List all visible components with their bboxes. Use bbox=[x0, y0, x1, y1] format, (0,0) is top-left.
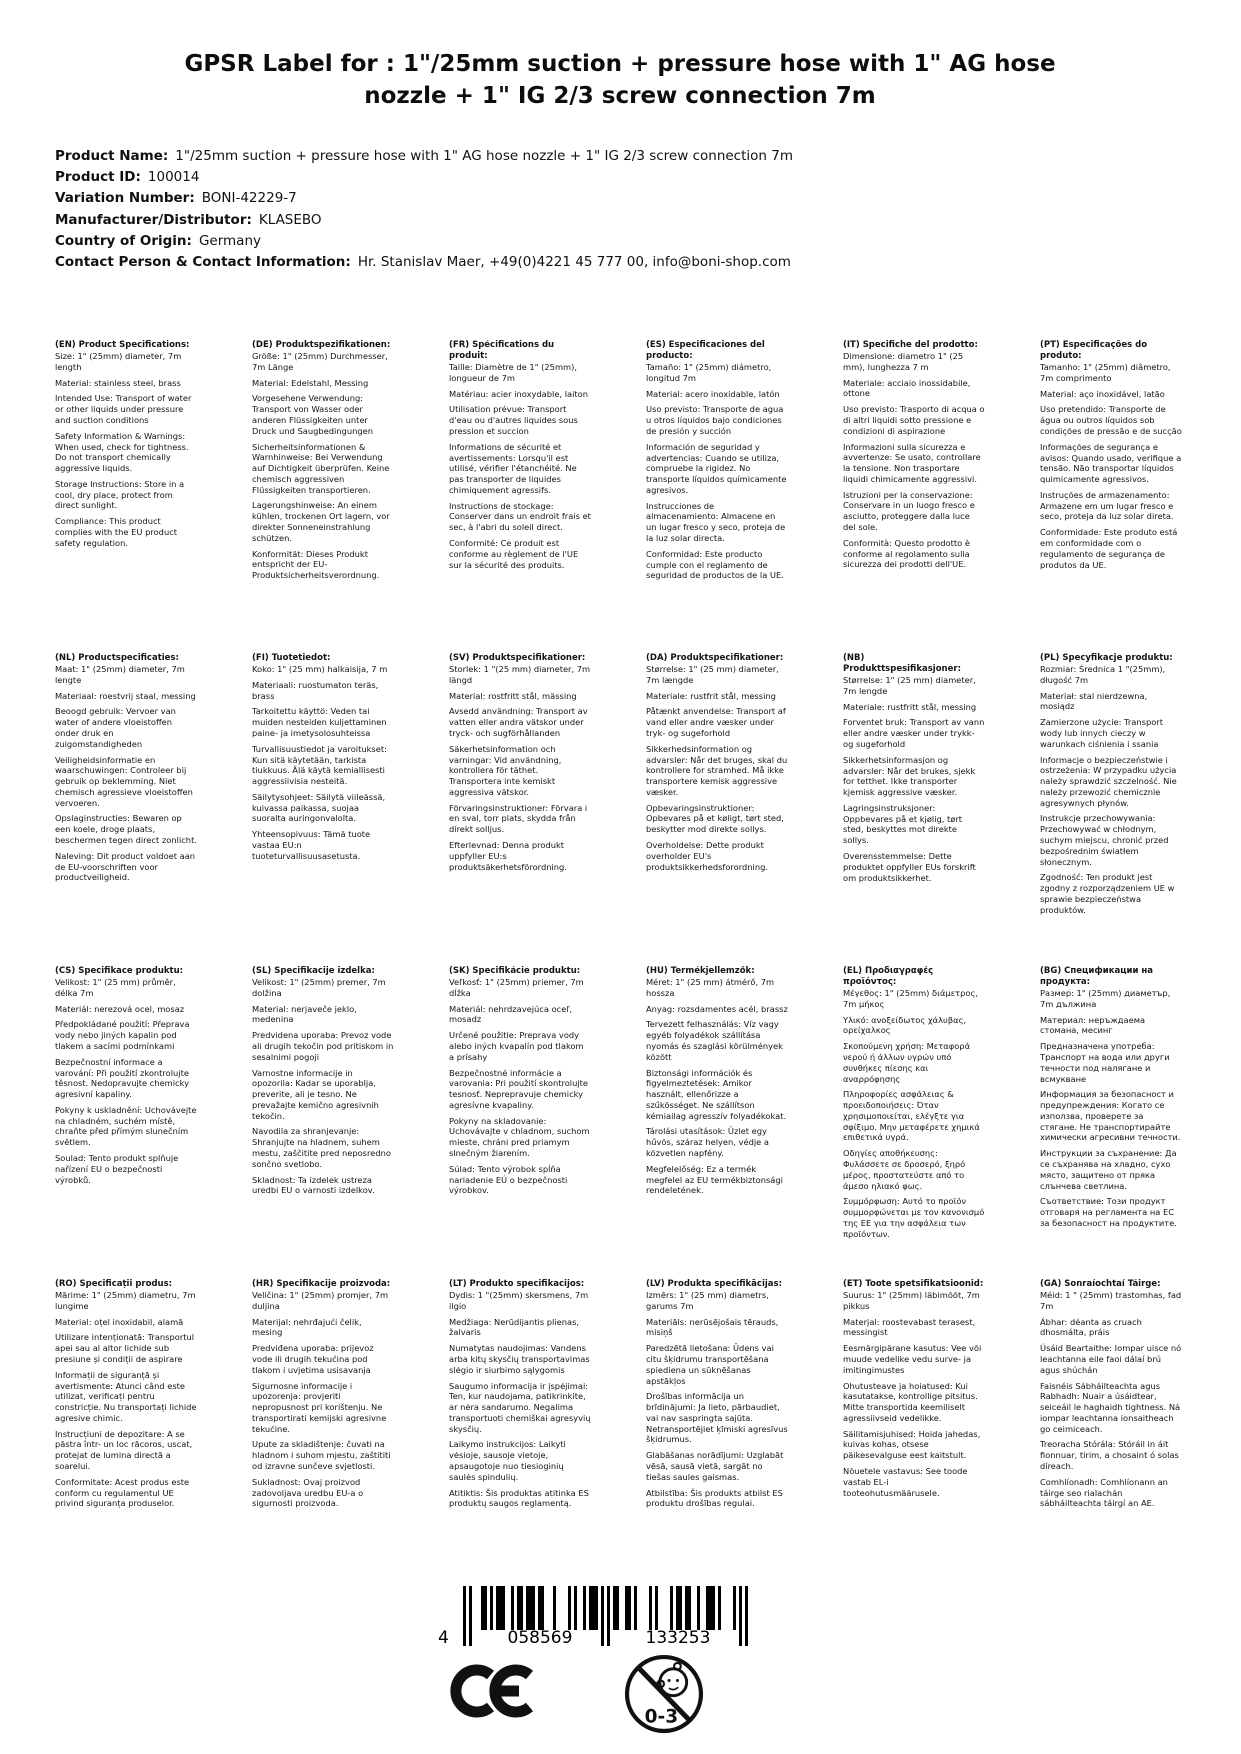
spec-paragraph: Laikymo instrukcijos: Laikyti vėsioje, sausoje vietoje, apsaugotoje nuo tiesioginių saulės spindulių. bbox=[449, 1439, 566, 1482]
spec-paragraph: Materiál: nehrdzavejúca oceľ, mosadz bbox=[449, 1003, 573, 1025]
language-block-cs bbox=[55, 966, 197, 1279]
spec-paragraph: Bezpečnostní informace a varování: Při použití zkontrolujte těsnost. Nedopravujte chemicky agresivní kapaliny. bbox=[55, 1056, 190, 1100]
spec-paragraph: Μέγεθος: 1" (25mm) διάμετρος, 7m μήκος bbox=[843, 988, 979, 1009]
product-field-contact bbox=[55, 252, 793, 273]
language-block-title: (EL) Προδιαγραφές προϊόντος: bbox=[843, 966, 934, 988]
spec-paragraph: Anyag: rozsdamentes acél, brassz bbox=[646, 1003, 788, 1014]
spec-paragraph: Conformitate: Acest produs este conform cu regulamentul UE privind siguranța produselor. bbox=[55, 1476, 190, 1509]
language-grid bbox=[55, 340, 1230, 1592]
language-block-title: (CS) Specifikace produktu: bbox=[55, 966, 184, 976]
spec-paragraph: Avsedd användning: Transport av vatten eller andra vätskor under tryck- och sugförhållanden bbox=[449, 706, 588, 738]
language-block-title: (EN) Product Specifications: bbox=[55, 340, 190, 350]
language-block-bg bbox=[1040, 966, 1182, 1279]
language-block-fr bbox=[449, 340, 591, 653]
spec-paragraph: Mărime: 1" (25mm) diametru, 7m lungime bbox=[55, 1290, 196, 1311]
language-block-pt bbox=[1040, 340, 1182, 653]
spec-paragraph: Uso pretendido: Transporte de água ou outros líquidos sob condições de pressão e de sucção bbox=[1040, 404, 1182, 436]
language-block-pl bbox=[1040, 653, 1182, 966]
language-block-ro bbox=[55, 1279, 197, 1592]
spec-paragraph: Safety Information & Warnings: When used, check for tightness. Do not transport chemically aggressive liquids. bbox=[55, 430, 189, 474]
spec-paragraph: Tarkoitettu käyttö: Veden tai muiden nesteiden kuljettaminen paine- ja imetysolosuhteissa bbox=[252, 706, 387, 738]
language-block-title: (LT) Produkto specifikacijos: bbox=[449, 1279, 585, 1289]
language-block-it bbox=[843, 340, 985, 653]
spec-paragraph: Predvidena uporaba: Prevoz vode ali drugih tekočin pod pritiskom in sesalnimi pogoji bbox=[252, 1030, 394, 1062]
spec-paragraph: Súlad: Tento výrobok spĺňa nariadenie EÚ o bezpečnosti výrobkov. bbox=[449, 1163, 568, 1196]
spec-paragraph: Материал: неръждаема стомана, месинг bbox=[1040, 1014, 1146, 1036]
spec-paragraph: Medžiaga: Nerūdijantis plienas, žalvaris bbox=[449, 1316, 580, 1338]
language-block-da bbox=[646, 653, 788, 966]
spec-paragraph: Glabāšanas norādījumi: Uzglabāt vēsā, sausā vietā, sargāt no tiešas saules gaismas. bbox=[646, 1450, 784, 1482]
spec-paragraph: Zamierzone użycie: Transport wody lub innych cieczy w warunkach ciśnienia i ssania bbox=[1040, 717, 1163, 749]
age-warning-icon bbox=[622, 1650, 706, 1738]
spec-paragraph: Størrelse: 1" (25 mm) diameter, 7m længde bbox=[646, 664, 779, 685]
spec-paragraph: Méret: 1" (25 mm) átmérő, 7m hossza bbox=[646, 977, 775, 998]
spec-paragraph: Méid: 1 " (25mm) trastomhas, fad 7m bbox=[1040, 1290, 1182, 1311]
spec-paragraph: Instructions de stockage: Conserver dans un endroit frais et sec, à l'abri du soleil direct. bbox=[449, 500, 591, 533]
spec-paragraph: Ábhar: déanta as cruach dhosmálta, práis bbox=[1040, 1316, 1142, 1338]
language-block-sk bbox=[449, 966, 591, 1279]
product-field-origin bbox=[55, 231, 793, 252]
language-block-sv bbox=[449, 653, 591, 966]
spec-paragraph: Utilizare intenționată: Transportul apei sau al altor lichide sub presiune și condiții de aspirare bbox=[55, 1332, 195, 1364]
language-block-nb bbox=[843, 653, 985, 966]
language-block-title: (RO) Specificații produs: bbox=[55, 1279, 173, 1289]
spec-paragraph: Tamanho: 1" (25mm) diâmetro, 7m comprimento bbox=[1040, 362, 1171, 383]
age-warning-text: 0-3 bbox=[644, 1706, 679, 1728]
spec-paragraph: Conformidad: Este producto cumple con el reglamento de seguridad de productos de la UE. bbox=[646, 548, 784, 581]
barcode-left-digits: 058569 bbox=[507, 1628, 573, 1648]
spec-paragraph: Materiale: rustfritt stål, messing bbox=[843, 701, 977, 712]
language-block-ga bbox=[1040, 1279, 1182, 1592]
spec-paragraph: Materiale: rustfrit stål, messing bbox=[646, 690, 776, 701]
spec-paragraph: Säkerhetsinformation och varningar: Vid användning, kontrollera för täthet. Transportera inte kemiskt aggressiva vätskor. bbox=[449, 743, 562, 797]
language-block-et bbox=[843, 1279, 985, 1592]
spec-paragraph: Informazioni sulla sicurezza e avvertenze: Se usato, controllare la tensione. Non trasportare liquidi chimicamente aggressivi. bbox=[843, 441, 981, 484]
spec-paragraph: Bezpečnostné informácie a varovania: Pri použití skontrolujte tesnosť. Neprepravuje chemicky agresívne kvapaliny. bbox=[449, 1067, 588, 1110]
spec-paragraph: Saugumo informacija ir įspėjimai: Ten, kur naudojama, patikrinkite, ar nėra sandarumo. Negalima transportuoti chemiškai agresyvių skysčių. bbox=[449, 1380, 591, 1434]
spec-paragraph: Tárolási utasítások: Üzlet egy hűvös, száraz helyen, védje a közvetlen napfény. bbox=[646, 1126, 769, 1158]
language-block-title: (ET) Toote spetsifikatsioonid: bbox=[843, 1279, 984, 1289]
spec-paragraph: Nõuetele vastavus: See toode vastab EL-i tooteohutusmäärusele. bbox=[843, 1465, 968, 1498]
spec-paragraph: Instruções de armazenamento: Armazene em um lugar fresco e seco, proteja da luz solar direta. bbox=[1040, 489, 1174, 522]
field-label: Country of Origin: bbox=[55, 232, 192, 249]
spec-paragraph: Megfelelőség: Ez a termék megfelel az EU termékbiztonsági rendeletének. bbox=[646, 1163, 783, 1196]
spec-paragraph: Materijal: nehrđajući čelik, mesing bbox=[252, 1316, 362, 1338]
spec-paragraph: Informații de siguranță și avertismente: Atunci când este utilizat, verificați pentru constricție. Nu transportați lichide agresive chimic. bbox=[55, 1369, 197, 1423]
spec-paragraph: Naleving: Dit product voldoet aan de EU-voorschriften voor productveiligheid. bbox=[55, 850, 196, 883]
spec-paragraph: Pokyny na skladovanie: Uchovávajte v chladnom, suchom mieste, chráni pred priamym slnečným žiarením. bbox=[449, 1115, 590, 1158]
spec-paragraph: Predviđena uporaba: prijevoz vode ili drugih tekućina pod tlakom i uvjetima usisavanja bbox=[252, 1343, 374, 1375]
spec-paragraph: Navodila za shranjevanje: Shranjujte na hladnem, suhem mestu, zaščitite pred neposredno sončno svetlobo. bbox=[252, 1126, 391, 1169]
spec-paragraph: Size: 1" (25mm) diameter, 7m length bbox=[55, 351, 182, 372]
spec-paragraph: Instrucciones de almacenamiento: Almacene en un lugar fresco y seco, proteja de la luz solar directa. bbox=[646, 500, 786, 544]
field-label: Variation Number: bbox=[55, 190, 195, 207]
spec-paragraph: Informacje o bezpieczeństwie i ostrzeżenia: W przypadku użycia należy sprawdzić szczelność. Nie należy przewozić chemicznie agresywnych płynów. bbox=[1040, 754, 1177, 808]
spec-paragraph: Υλικό: ανοξείδωτος χάλυβας, ορείχαλκος bbox=[843, 1014, 967, 1036]
field-value: 100014 bbox=[147, 169, 200, 186]
field-value: Hr. Stanislav Maer, +49(0)4221 45 777 00, info@boni-shop.com bbox=[357, 253, 791, 270]
language-block-title: (SL) Specifikacije izdelka: bbox=[252, 966, 375, 976]
language-block-en bbox=[55, 340, 197, 653]
spec-paragraph: Οδηγίες αποθήκευσης: Φυλάσσετε σε δροσερό, ξηρό μέρος, προστατεύστε από το άμεσο ηλιακό φως. bbox=[843, 1148, 966, 1191]
language-block-de bbox=[252, 340, 394, 653]
language-block-title: (IT) Specifiche del prodotto: bbox=[843, 340, 978, 350]
spec-paragraph: Sikkerhetsinformasjon og advarsler: Når det brukes, sjekk for tetthet. Ikke transporter kjemisk aggressive væsker. bbox=[843, 754, 976, 798]
field-label: Product Name: bbox=[55, 148, 169, 164]
language-block-lv bbox=[646, 1279, 788, 1592]
spec-paragraph: Faisnéis Sábháilteachta agus Rabhadh: Nuair a úsáidtear, seiceáil le haghaidh tightness. Ná iompar leachtanna ionsaitheach go ceimiceach. bbox=[1040, 1380, 1181, 1434]
spec-paragraph: Material: aço inoxidável, latão bbox=[1040, 388, 1165, 399]
spec-paragraph: Säilitamisjuhised: Hoida jahedas, kuivas kohas, otsese päikesevalguse eest kaitstult. bbox=[843, 1428, 981, 1461]
spec-paragraph: Paredzētā lietošana: Ūdens vai citu šķidrumu transportēšana spiediena un sūknēšanas apstākļos bbox=[646, 1343, 774, 1386]
spec-paragraph: Opslaginstructies: Bewaren op een koele, droge plaats, beschermen tegen direct zonlicht. bbox=[55, 813, 197, 845]
language-block-hu bbox=[646, 966, 788, 1279]
spec-paragraph: Sicherheitsinformationen & Warnhinweise: Bei Verwendung auf Dichtigkeit überprüfen. Keine chemisch aggressiven Flüssigkeiten transportieren. bbox=[252, 441, 390, 495]
spec-paragraph: Velikost: 1" (25 mm) průměr, délka 7m bbox=[55, 977, 176, 998]
product-info bbox=[55, 146, 793, 273]
spec-paragraph: Veľkosť: 1" (25mm) priemer, 7m dĺžka bbox=[449, 977, 584, 998]
spec-paragraph: Suurus: 1" (25mm) läbimõõt, 7m pikkus bbox=[843, 1290, 980, 1311]
product-field-variation bbox=[55, 188, 793, 209]
field-label: Manufacturer/Distributor: bbox=[55, 211, 252, 228]
spec-paragraph: Lagerungshinweise: An einem kühlen, trockenen Ort lagern, vor direkter Sonneneinstrahlung schützen. bbox=[252, 500, 390, 543]
spec-paragraph: Istruzioni per la conservazione: Conservare in un luogo fresco e asciutto, proteggere dalla luce del sole. bbox=[843, 489, 975, 532]
spec-paragraph: Lagringsinstruksjoner: Oppbevares på et kjølig, tørt sted, beskyttes mot direkte sollys. bbox=[843, 802, 963, 846]
spec-paragraph: Sigurnosne informacije i upozorenja: provjeriti nepropusnost pri korištenju. Ne transportirati kemijski agresivne tekućine. bbox=[252, 1380, 387, 1434]
spec-paragraph: Biztonsági információk és figyelmeztetések: Amikor használt, ellenőrizze a szűkösséget. Ne szállítson kémiailag agresszív folyadékokat. bbox=[646, 1067, 787, 1121]
product-field-id bbox=[55, 167, 793, 188]
spec-paragraph: Eesmärgipärane kasutus: Vee või muude vedelike vedu surve- ja imitingimustes bbox=[843, 1343, 982, 1375]
spec-paragraph: Pokyny k uskladnění: Uchovávejte na chladném, suchém místě, chraňte před přímým slunečním světlem. bbox=[55, 1104, 197, 1148]
spec-paragraph: Sikkerhedsinformation og advarsler: Når det bruges, skal du kontrollere for stramhed. Må ikke transportere kemisk aggressive væsker. bbox=[646, 743, 788, 797]
spec-paragraph: Materiāls: nerūsējošais tērauds, misiņš bbox=[646, 1316, 779, 1338]
spec-paragraph: Materiał: stal nierdzewna, mosiądz bbox=[1040, 690, 1148, 712]
language-block-title: (GA) Sonraíochtaí Táirge: bbox=[1040, 1279, 1161, 1289]
spec-paragraph: Treoracha Stórála: Stóráil in áit fionnuar, tirim, a chosaint ó solas díreach. bbox=[1040, 1439, 1179, 1471]
language-block-title: (PT) Especificações do produto: bbox=[1040, 340, 1148, 362]
spec-paragraph: Tervezett felhasználás: Víz vagy egyéb folyadékok szállítása nyomás és szaglási körülmények között bbox=[646, 1019, 783, 1062]
spec-paragraph: Dydis: 1 "(25mm) skersmens, 7m ilgio bbox=[449, 1290, 589, 1311]
spec-paragraph: Soulad: Tento produkt splňuje nařízení EU o bezpečnosti výrobků. bbox=[55, 1152, 179, 1185]
spec-paragraph: Veiligheidsinformatie en waarschuwingen: Controleer bij gebruik op beklemming. Niet chemisch agressieve vloeistoffen vervoeren. bbox=[55, 754, 193, 808]
spec-paragraph: Atitiktis: Šis produktas atitinka ES produktų saugos reglamentą. bbox=[449, 1487, 589, 1509]
spec-paragraph: Größe: 1" (25mm) Durchmesser, 7m Länge bbox=[252, 351, 388, 372]
language-block-title: (SK) Špecifikácie produktu: bbox=[449, 966, 581, 976]
spec-paragraph: Matériau: acier inoxydable, laiton bbox=[449, 388, 588, 399]
spec-paragraph: Koko: 1" (25 mm) halkaisija, 7 m bbox=[252, 664, 388, 675]
field-value: KLASEBO bbox=[258, 211, 322, 228]
field-value: BONI-42229-7 bbox=[201, 190, 297, 207]
spec-paragraph: Material: nerjaveče jeklo, medenina bbox=[252, 1003, 357, 1025]
spec-paragraph: Materiál: nerezová ocel, mosaz bbox=[55, 1003, 185, 1014]
spec-paragraph: Opbevaringsinstruktioner: Opbevares på et køligt, tørt sted, beskytter mod direkte sollys. bbox=[646, 802, 784, 835]
spec-paragraph: Numatytas naudojimas: Vandens arba kitų skysčių transportavimas slėgio ir siurbimo sąlygomis bbox=[449, 1343, 590, 1375]
spec-paragraph: Overholdelse: Dette produkt overholder EU's produktsikkerhedsforordning. bbox=[646, 839, 768, 872]
spec-paragraph: Предназначена употреба: Транспорт на вода или други течности под налягане и всмукване bbox=[1040, 1041, 1170, 1084]
field-label: Product ID: bbox=[55, 169, 141, 186]
spec-paragraph: Informations de sécurité et avertissements: Lorsqu'il est utilisé, vérifier l'étanchéité. Ne pas transporter de liquides chimiquement agressifs. bbox=[449, 441, 577, 495]
spec-paragraph: Overensstemmelse: Dette produktet oppfyller EUs forskrift om produktsikkerhet. bbox=[843, 851, 976, 883]
language-block-title: (HR) Specifikacije proizvoda: bbox=[252, 1279, 391, 1289]
spec-paragraph: Veličina: 1" (25mm) promjer, 7m duljina bbox=[252, 1290, 389, 1311]
spec-paragraph: Vorgesehene Verwendung: Transport von Wasser oder anderen Flüssigkeiten unter Druck und Saugbedingungen bbox=[252, 393, 373, 436]
language-block-sl bbox=[252, 966, 394, 1279]
language-block-title: (ES) Especificaciones del producto: bbox=[646, 340, 765, 362]
barcode-first-digit: 4 bbox=[438, 1628, 449, 1648]
spec-paragraph: Storage Instructions: Store in a cool, dry place, protect from direct sunlight. bbox=[55, 478, 185, 511]
language-block-title: (LV) Produkta specifikācijas: bbox=[646, 1279, 782, 1289]
spec-paragraph: Určené použitie: Preprava vody alebo iných kvapalín pod tlakom a prísahy bbox=[449, 1030, 584, 1062]
language-block-title: (NL) Productspecificaties: bbox=[55, 653, 179, 663]
spec-paragraph: Ohutusteave ja hoiatused: Kui kasutatakse, kontrollige pitsitus. Mitte transportida keemiliselt agressiivseid vedelikke. bbox=[843, 1380, 978, 1423]
language-block-title: (FR) Spécifications du produit: bbox=[449, 340, 555, 362]
spec-paragraph: Izmērs: 1" (25 mm) diametrs, garums 7m bbox=[646, 1290, 769, 1311]
spec-paragraph: Materiaal: roestvrij staal, messing bbox=[55, 690, 196, 701]
spec-paragraph: Størrelse: 1" (25 mm) diameter, 7m lengde bbox=[843, 675, 976, 696]
spec-paragraph: Intended Use: Transport of water or other liquids under pressure and suction conditions bbox=[55, 393, 192, 425]
barcode-right-digits: 133253 bbox=[645, 1628, 711, 1648]
language-block-title: (DE) Produktspezifikationen: bbox=[252, 340, 391, 350]
spec-paragraph: Varnostne informacije in opozorila: Kadar se uporablja, preverite, ali je tesno. Ne prevažajte kemično agresivnih tekočin. bbox=[252, 1067, 379, 1121]
language-block-es bbox=[646, 340, 788, 653]
page-title: GPSR Label for : 1"/25mm suction + pressure hose with 1" AG hose nozzle + 1" IG 2/3 screw connection 7m bbox=[184, 51, 1056, 110]
spec-paragraph: Sukladnost: Ovaj proizvod zadovoljava uredbu EU-a o sigurnosti proizvoda. bbox=[252, 1476, 364, 1509]
field-label: Contact Person & Contact Information: bbox=[55, 253, 351, 270]
spec-paragraph: Materiale: acciaio inossidabile, ottone bbox=[843, 377, 971, 399]
spec-paragraph: Materiaali: ruostumaton teräs, brass bbox=[252, 679, 379, 701]
language-block-el bbox=[843, 966, 985, 1279]
spec-paragraph: Úsáid Beartaithe: Iompar uisce nó leachtanna eile faoi dálaí brú agus shúchán bbox=[1040, 1343, 1182, 1375]
spec-paragraph: Säilytysohjeet: Säilytä viileässä, kuivassa paikassa, suojaa suoralta auringonvalolta. bbox=[252, 791, 386, 824]
language-block-title: (PL) Specyfikacje produktu: bbox=[1040, 653, 1173, 663]
spec-paragraph: Taille: Diamètre de 1" (25mm), longueur de 7m bbox=[449, 362, 577, 383]
spec-paragraph: Skladnost: Ta izdelek ustreza uredbi EU o varnosti izdelkov. bbox=[252, 1174, 375, 1196]
spec-paragraph: Instrucțiuni de depozitare: A se păstra într- un loc răcoros, uscat, protejat de lumina directă a soarelui. bbox=[55, 1428, 193, 1471]
spec-paragraph: Påtænkt anvendelse: Transport af vand eller andre væsker under tryk- og sugeforhold bbox=[646, 706, 786, 738]
language-block-title: (NB) Produkttspesifikasjoner: bbox=[843, 653, 961, 675]
language-block-title: (SV) Produktspecifikationer: bbox=[449, 653, 586, 663]
language-block-title: (DA) Produktspecifikationer: bbox=[646, 653, 784, 663]
spec-paragraph: Forventet bruk: Transport av vann eller andre væsker under trykk- og sugeforhold bbox=[843, 717, 985, 749]
spec-paragraph: Materjal: roostevabast terasest, messingist bbox=[843, 1316, 976, 1338]
spec-paragraph: Uso previsto: Transporte de agua u otros líquidos bajo condiciones de presión y succión bbox=[646, 404, 784, 436]
language-block-lt bbox=[449, 1279, 591, 1592]
spec-paragraph: Material: Edelstahl, Messing bbox=[252, 377, 369, 388]
spec-paragraph: Съответствие: Този продукт отговаря на регламента на ЕС за безопасност на продуктите. bbox=[1040, 1196, 1177, 1228]
spec-paragraph: Инструкции за съхранение: Да се съхранява на хладно, сухо място, защитено от пряка слънчева светлина. bbox=[1040, 1148, 1177, 1191]
spec-paragraph: Σκοπούμενη χρήση: Μεταφορά νερού ή άλλων υγρών υπό συνθήκες πίεσης και αναρρόφησης bbox=[843, 1041, 971, 1084]
spec-paragraph: Utilisation prévue: Transport d'eau ou d'autres liquides sous pression et succion bbox=[449, 404, 578, 436]
language-block-title: (FI) Tuotetiedot: bbox=[252, 653, 331, 663]
product-field-name bbox=[55, 146, 793, 167]
spec-paragraph: Πληροφορίες ασφάλειας & προειδοποιήσεις: Όταν χρησιμοποιείται, ελέγξτε για σφίξιμο. Μην μεταφέρετε χημικά επιθετικά υγρά. bbox=[843, 1089, 980, 1143]
spec-paragraph: Beoogd gebruik: Vervoer van water of andere vloeistoffen onder druk en zuigomstandigheden bbox=[55, 706, 176, 749]
spec-paragraph: Material: acero inoxidable, latón bbox=[646, 388, 780, 399]
spec-paragraph: Turvallisuustiedot ja varoitukset: Kun sitä käytetään, tarkista tiukkuus. Älä käytä kemiallisesti aggressiivisia nesteitä. bbox=[252, 743, 387, 787]
spec-paragraph: Uso previsto: Trasporto di acqua o di altri liquidi sotto pressione e condizioni di aspirazione bbox=[843, 404, 985, 436]
field-value: Germany bbox=[198, 232, 261, 249]
spec-paragraph: Material: stainless steel, brass bbox=[55, 377, 181, 388]
spec-paragraph: Instrukcje przechowywania: Przechowywać w chłodnym, suchym miejscu, chronić przed bezpośrednim światłem słonecznym. bbox=[1040, 813, 1169, 867]
language-block-title: (BG) Спецификации на продукта: bbox=[1040, 966, 1153, 988]
spec-paragraph: Maat: 1" (25mm) diameter, 7m lengte bbox=[55, 664, 185, 685]
spec-paragraph: Conformità: Questo prodotto è conforme al regolamento sulla sicurezza dei prodotti dell'UE. bbox=[843, 537, 970, 570]
spec-paragraph: Efterlevnad: Denna produkt uppfyller EU:s produktsäkerhetsförordning. bbox=[449, 839, 567, 872]
spec-paragraph: Conformidade: Este produto está em conformidade com o regulamento de segurança de produtos da UE. bbox=[1040, 527, 1178, 570]
spec-paragraph: Atbilstība: Šis produkts atbilst ES produktu drošības regulai. bbox=[646, 1487, 783, 1509]
spec-paragraph: Conformité: Ce produit est conforme au règlement de l'UE sur la sécurité des produits. bbox=[449, 538, 579, 570]
spec-paragraph: Rozmiar: Średnica 1 "(25mm), długość 7m bbox=[1040, 664, 1166, 685]
spec-paragraph: Informações de segurança e avisos: Quando usado, verifique a tensão. Não transportar líquidos quimicamente agressivos. bbox=[1040, 441, 1182, 485]
spec-paragraph: Συμμόρφωση: Αυτό το προϊόν συμμορφώνεται με τον κανονισμό της ΕΕ για την ασφάλεια των προϊόντων. bbox=[843, 1196, 985, 1239]
language-block-title: (HU) Termékjellemzők: bbox=[646, 966, 755, 976]
spec-paragraph: Velikost: 1" (25mm) premer, 7m dolžina bbox=[252, 977, 386, 998]
spec-paragraph: Upute za skladištenje: čuvati na hladnom i suhom mjestu, zaštititi od izravne sunčeve svjetlosti. bbox=[252, 1439, 391, 1471]
spec-paragraph: Storlek: 1 "(25 mm) diameter, 7m längd bbox=[449, 664, 591, 685]
spec-paragraph: Konformität: Dieses Produkt entspricht der EU-Produktsicherheitsverordnung. bbox=[252, 548, 380, 581]
language-block-nl bbox=[55, 653, 197, 966]
spec-paragraph: Material: rostfritt stål, mässing bbox=[449, 690, 577, 701]
spec-paragraph: Comhlíonadh: Comhlíonann an táirge seo rialachán sábháilteachta táirgí an AE. bbox=[1040, 1476, 1168, 1509]
spec-paragraph: Material: oțel inoxidabil, alamă bbox=[55, 1316, 184, 1327]
ce-mark-icon bbox=[450, 1662, 538, 1720]
spec-paragraph: Förvaringsinstruktioner: Förvara i en sval, torr plats, skydda från direkt solljus. bbox=[449, 802, 588, 835]
spec-paragraph: Yhteensopivuus: Tämä tuote vastaa EU:n tuoteturvallisuusasetusta. bbox=[252, 829, 371, 861]
language-block-fi bbox=[252, 653, 394, 966]
spec-paragraph: Drošības informācija un brīdinājumi: Ja lieto, pārbaudiet, vai nav saspringta sajūta. Netransportējiet ķīmiski agresīvus šķidrumus. bbox=[646, 1391, 788, 1445]
product-field-manufacturer bbox=[55, 210, 793, 231]
spec-paragraph: Zgodność: Ten produkt jest zgodny z rozporządzeniem UE w sprawie bezpieczeństwa produktów. bbox=[1040, 872, 1175, 915]
spec-paragraph: Tamaño: 1" (25mm) diámetro, longitud 7m bbox=[646, 362, 772, 383]
spec-paragraph: Información de seguridad y advertencias: Cuando se utiliza, compruebe la rigidez. No transporte líquidos químicamente agresivos. bbox=[646, 441, 787, 495]
spec-paragraph: Compliance: This product complies with the EU product safety regulation. bbox=[55, 516, 178, 548]
spec-paragraph: Размер: 1" (25mm) диаметър, 7m дължина bbox=[1040, 988, 1171, 1009]
spec-paragraph: Dimensione: diametro 1" (25 mm), lunghezza 7 m bbox=[843, 351, 964, 372]
field-value: 1"/25mm suction + pressure hose with 1" AG hose nozzle + 1" IG 2/3 screw connection 7m bbox=[175, 148, 793, 164]
language-block-hr bbox=[252, 1279, 394, 1592]
spec-paragraph: Předpokládané použití: Přeprava vody nebo jiných kapalin pod tlakem a sacími podmínkami bbox=[55, 1019, 190, 1051]
spec-paragraph: Информация за безопасност и предупреждения: Когато се използва, проверете за стягане. Не транспортирайте химически агресивни течности. bbox=[1040, 1089, 1181, 1143]
